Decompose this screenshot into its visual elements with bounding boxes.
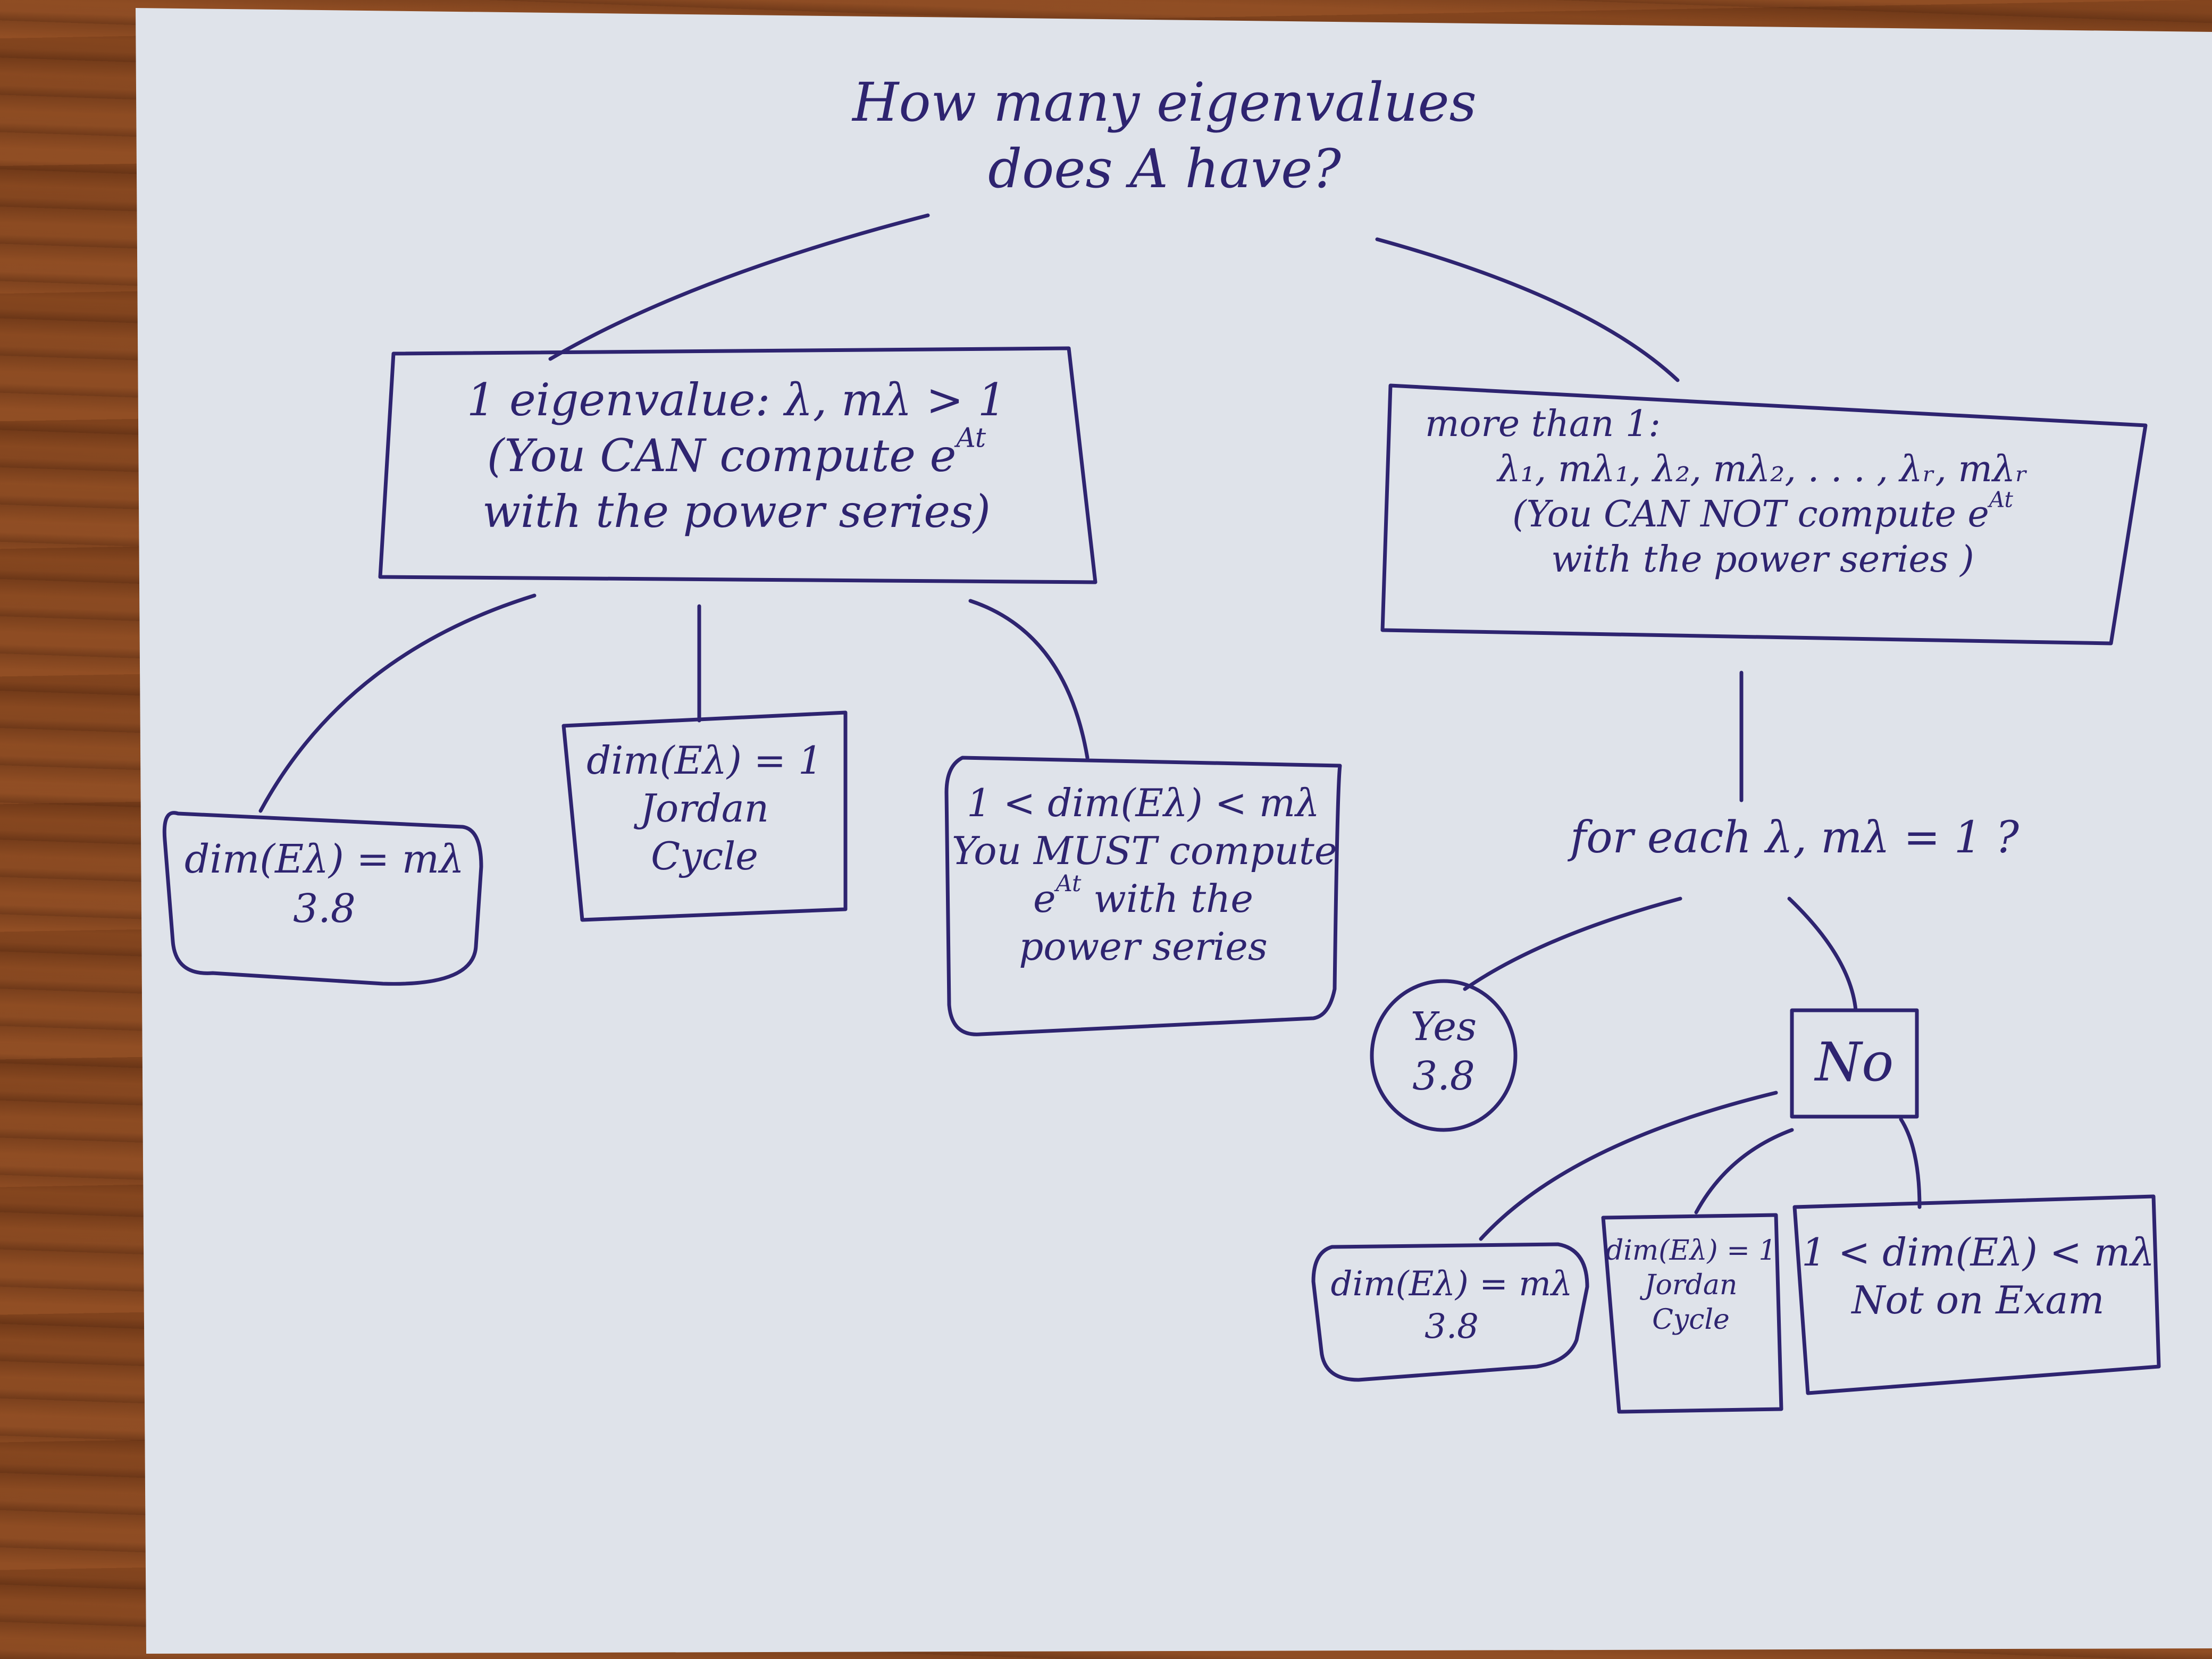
- yes-line-2: 3.8: [1412, 1053, 1475, 1099]
- left-one-line-1: dim(Eλ) = 1: [586, 738, 823, 783]
- left-between-line-1: 1 < dim(Eλ) < mλ: [967, 781, 1320, 825]
- right-one-text: [1606, 1234, 1776, 1337]
- left-eigen-line-1: 1 eigenvalue: λ, mλ > 1: [466, 374, 1007, 426]
- no-label: No: [1815, 1031, 1894, 1093]
- right-equal-text: [1319, 1263, 1585, 1348]
- left-eigen-line-3: with the power series): [482, 485, 991, 538]
- left-eigen-line-2: (You CAN compute $e^{At}$: [487, 422, 986, 482]
- left-one-text: [569, 736, 840, 880]
- right-one-line-3: Cycle: [1652, 1304, 1730, 1336]
- right-eigen-line-1: more than 1:: [1425, 403, 1661, 445]
- question-line-1: How many eigenvalues: [852, 71, 1477, 133]
- right-between-line-2: Not on Exam: [1851, 1278, 2105, 1322]
- right-between-line-1: 1 < dim(Eλ) < mλ: [1802, 1230, 2155, 1275]
- yes-line-1: Yes: [1410, 1004, 1477, 1050]
- right-eigen-line-3: (You CAN NOT compute $e^{At}$: [1512, 487, 2013, 535]
- right-one-line-1: dim(Eλ) = 1: [1606, 1235, 1777, 1267]
- question-line-2: does A have?: [988, 138, 1341, 200]
- left-equal-line-1: dim(Eλ) = mλ: [185, 836, 464, 882]
- left-between-line-3: $e^{At}$ with the: [1033, 870, 1254, 921]
- left-between-line-2: You MUST compute: [952, 828, 1337, 873]
- yes-text: [1377, 1002, 1510, 1101]
- right-eigen-line-2: λ₁, mλ₁, λ₂, mλ₂, . . . , λᵣ, mλᵣ: [1497, 448, 2028, 490]
- right-eigen-line-4: with the power series ): [1551, 539, 1974, 581]
- left-between-line-4: power series: [1019, 924, 1268, 969]
- right-between-text: [1800, 1228, 2156, 1324]
- right-equal-line-2: 3.8: [1425, 1307, 1479, 1346]
- right-equal-line-1: dim(Eλ) = mλ: [1330, 1264, 1573, 1304]
- left-one-line-2: Jordan: [640, 786, 769, 831]
- question-title: [840, 69, 1489, 202]
- left-equal-line-2: 3.8: [293, 885, 356, 932]
- right-eigen-text: [1398, 401, 2127, 582]
- left-eigen-text: [399, 372, 1074, 540]
- for-each-question-text: for each λ, mλ = 1 ?: [1570, 812, 2020, 863]
- left-one-line-3: Cycle: [651, 834, 758, 878]
- for-each-question: [1542, 811, 2047, 866]
- left-equal-text: [170, 835, 479, 933]
- right-one-line-2: Jordan: [1644, 1269, 1738, 1301]
- no-text: [1792, 1029, 1917, 1095]
- left-between-text: [952, 779, 1335, 970]
